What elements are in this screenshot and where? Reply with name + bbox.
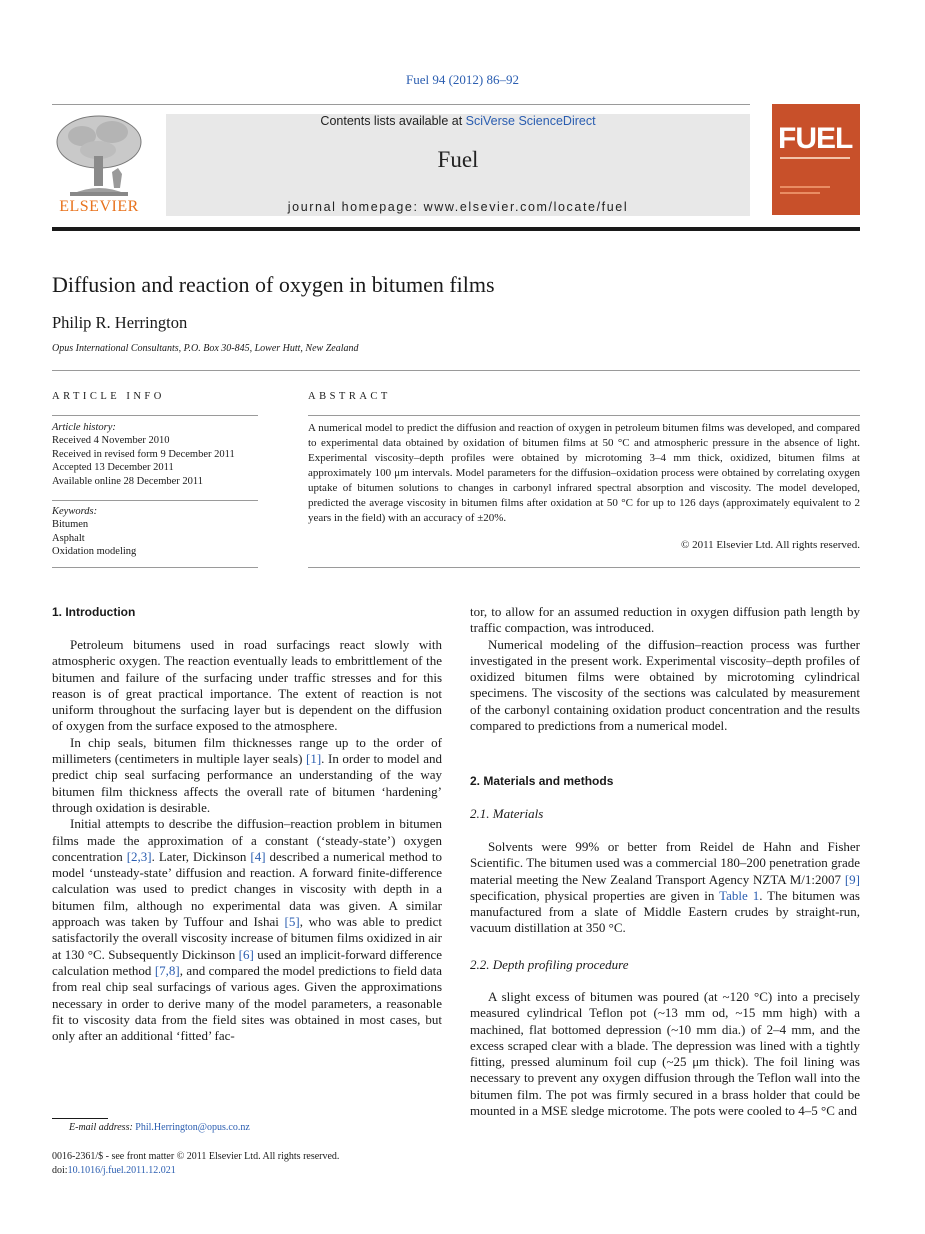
author-email-footnote (69, 1122, 250, 1133)
keywords-rule (52, 500, 258, 501)
abstract-heading: ABSTRACT (308, 391, 391, 402)
text-run: Solvents were 99% or better from Reidel de Hahn and Fisher Scientific. The bitumen used was a commercial 180–200 penetration grade material meeting the New Zealand Transport Agency NZTA M/1:2007 (470, 839, 860, 887)
text-run: . The bitumen was manufactured from a slate of Middle Eastern crudes by straight-run, vacuum distillation at 350 °C. (470, 887, 860, 936)
text-run: In chip seals, bitumen film thicknesses range up to the order of millimeters (centimeters in multiple layer seals) (52, 734, 442, 767)
abstract-text: A numerical model to predict the diffusion and reaction of oxygen in petroleum bitumen films was developed, and compared to experimental data obtained by oxidation of bitumen films at 50 °C and atmospheric pressure in the absence of light. Experimental viscosity–depth profiles were obtained by microtoming 3–4 mm thick, oxidized, bitumen films at approximately 100 μm intervals. Model parameters for the diffusion–oxidation process were obtained by correlating oxygen uptake of bitumen solutions to changes in carbonyl infrared spectral absorption and viscosity. The model developed, predicted the average viscosity in bitumen films after oxidation at 50 °C for up to 126 days (approximately equivalent to 2 years in the field) with an accuracy of ±20%. (308, 422, 860, 524)
section-heading-materials-methods: 2. Materials and methods (470, 774, 614, 788)
materials-body (470, 839, 860, 937)
keyword: Oxidation modeling (52, 546, 137, 558)
keyword: Bitumen (52, 519, 89, 531)
article-info-heading: ARTICLE INFO (52, 391, 165, 402)
text-run: used an implicit-forward difference calculation method (52, 946, 442, 978)
issn-line: 0016-2361/$ - see front matter © 2011 Elsevier Ltd. All rights reserved. (52, 1151, 340, 1162)
keyword: Asphalt (52, 532, 85, 544)
author-affiliation: Opus International Consultants, P.O. Box 30-845, Lower Hutt, New Zealand (52, 343, 359, 354)
cover-line (780, 186, 830, 188)
journal-banner (166, 114, 750, 216)
cover-line (780, 192, 820, 194)
text-run: , who was able to predict satisfactorily the overall viscosity increase of bitumen films oxidized in air at 130 °C. Subsequently Dickinson (52, 914, 442, 962)
depth-paragraph: A slight excess of bitumen was poured (at ~120 °C) into a precisely measured cylindrical Teflon pot (~13 mm od, ~15 mm high) with a machined, flat bottomed depression (~10 mm dia.) of 2–4 mm, and the excess scraped clear with a blade. The depression was lined with a tightly fitting, pressed aluminum foil cup (~25 μm thick). The foil lining was necessary to prevent any oxygen diffusion through the Teflon wall into the bitumen film. The pot was firmly secured in a brass holder that could be mounted in a MSE sledge microtome. The pots were cooled to 4–5 °C and (470, 989, 860, 1119)
elsevier-logo (52, 112, 146, 216)
doi-link[interactable]: 10.1016/j.fuel.2011.12.021 (67, 1164, 176, 1176)
reference-link[interactable]: [9] (844, 871, 860, 887)
journal-citation[interactable]: Fuel 94 (2012) 86–92 (405, 72, 520, 87)
contents-prefix: Contents lists available at (320, 114, 466, 128)
history-item: Available online 28 December 2011 (52, 475, 204, 487)
reference-link[interactable]: [4] (250, 848, 266, 864)
intro-paragraph-4: Numerical modeling of the diffusion–reaction process was further investigated in the present work. Experimental viscosity–depth profiles of oxidized bitumen films were obtained by microtoming cylindrical specimens. The viscosity of the sections was calculated by measurement of the carbonyl containing oxidation product concentration and the results compared to predictions from a numerical model. (470, 636, 860, 734)
table-link[interactable]: Table 1 (719, 887, 760, 903)
doi-prefix: doi: (52, 1164, 68, 1176)
reference-link[interactable]: [6] (238, 946, 254, 962)
contents-line (166, 114, 750, 128)
left-column-body (52, 637, 442, 1044)
intro-paragraph-3 (52, 816, 442, 1044)
footnote-rule (52, 1118, 108, 1119)
depth-body (470, 989, 860, 1119)
email-link[interactable]: Phil.Herrington@opus.co.nz (135, 1122, 250, 1133)
right-column-body (470, 604, 860, 734)
text-run: Initial attempts to describe the diffusion–reaction problem in bitumen films made the approximation of a constant (‘steady-state’) oxygen concentration (52, 816, 442, 864)
abstract-rule (308, 415, 860, 416)
front-matter (52, 1150, 339, 1177)
reference-link[interactable]: [7,8] (154, 962, 180, 978)
journal-name: Fuel (437, 147, 479, 172)
article-title: Diffusion and reaction of oxygen in bitumen films (52, 272, 495, 297)
history-item: Received 4 November 2010 (52, 435, 170, 447)
email-label: E-mail address: (69, 1122, 133, 1133)
cover-title: FUEL (778, 122, 853, 155)
tree-icon (52, 112, 146, 198)
cover-stripe (780, 157, 850, 159)
text-run: described a numerical method to model ‘unsteady-state’ diffusion and reaction. A forward finite-difference calculation was used to predict changes in viscosity with depth in a bitumen film, although no experimental data was given. A similar approach was taken by Tuffour and Ishai (52, 848, 443, 930)
abstract-copyright: © 2011 Elsevier Ltd. All rights reserved. (680, 539, 860, 551)
subsection-heading-depth-profiling: 2.2. Depth profiling procedure (470, 957, 629, 972)
section-heading-introduction: 1. Introduction (52, 605, 136, 619)
history-item: Accepted 13 December 2011 (52, 462, 174, 474)
journal-homepage[interactable]: journal homepage: www.elsevier.com/locate/fuel (287, 200, 629, 214)
title-divider (52, 370, 860, 371)
sciencedirect-link[interactable]: SciVerse ScienceDirect (465, 114, 596, 128)
journal-cover (772, 104, 860, 215)
intro-paragraph-3-cont: tor, to allow for an assumed reduction in oxygen diffusion path length by traffic compaction, was introduced. (470, 604, 860, 636)
header-thick-rule (52, 227, 860, 231)
intro-paragraph-2 (52, 735, 442, 816)
article-info-rule (52, 415, 258, 416)
article-history (52, 421, 235, 488)
subsection-heading-materials: 2.1. Materials (470, 806, 544, 821)
header-rule (52, 104, 750, 105)
text-run: specification, physical properties are given in (470, 887, 720, 903)
text-run: , and compared the model predictions to field data from real chip seal surfacings of various ages. Given the approximations necessary in order to derive many of the model parameters, a reasonable fit to viscosity data from the field sites was obtained in most cases, but only after an additional ‘fitted’ fac- (52, 962, 442, 1044)
materials-paragraph (470, 839, 860, 937)
info-bottom-rule (52, 567, 258, 568)
publisher-name: ELSEVIER (59, 198, 139, 215)
intro-paragraph-1: Petroleum bitumens used in road surfacings react slowly with atmospheric oxygen. The reaction eventually leads to embrittlement of the bitumen and failure of the surfacing under traffic stresses and for this reason is of great practical importance. The extent of reaction is not uniform throughout the surfacing layer but is dependent on the diffusion of oxygen from the surface exposed to the atmosphere. (52, 637, 442, 734)
text-run: . In order to model and predict chip seal surfacing performance an understanding of the way bitumen film thickness affects the overall rate of bitumen ‘hardening’ through oxidation is desirable. (52, 751, 442, 815)
abstract-bottom-rule (308, 567, 860, 568)
keywords-label: Keywords: (52, 506, 98, 517)
reference-link[interactable]: [1] (306, 751, 322, 767)
reference-link[interactable]: [2,3] (126, 848, 152, 864)
reference-link[interactable]: [5] (284, 914, 300, 930)
text-run: . Later, Dickinson (151, 848, 251, 864)
history-label: Article history: (52, 422, 116, 433)
doi-line (52, 1164, 339, 1178)
author-name: Philip R. Herrington (52, 313, 188, 332)
history-item: Received in revised form 9 December 2011 (52, 448, 235, 460)
keywords-block (52, 505, 136, 559)
